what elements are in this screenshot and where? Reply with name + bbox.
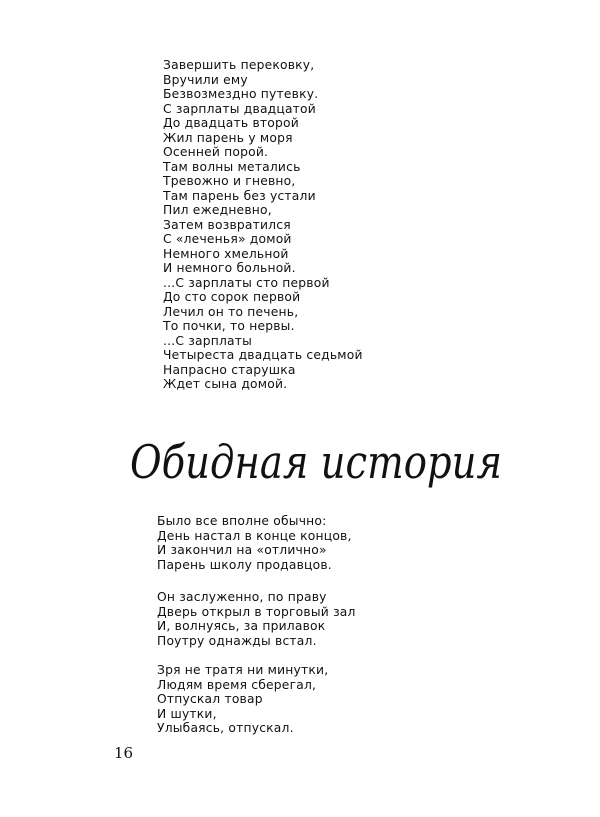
poem-line: И закончил на «отлично» [157,543,327,557]
poem-line: Безвозмездно путевку. [163,87,319,101]
poem-line: Завершить перековку, [163,58,315,72]
poem-line: До двадцать второй [163,116,299,130]
poem-line: Вручили ему [163,72,248,87]
poem-line: И шутки, [157,706,217,721]
poem-line: Четыреста двадцать седьмой [163,348,363,362]
poem-line: С зарплаты двадцатой [163,101,316,116]
poem-line: Дверь открыл в торговый зал [157,604,356,619]
stanza-1 [157,514,352,572]
poem-line: ...С зарплаты [163,333,253,348]
poem-title [128,428,508,498]
poem-line: Зря не тратя ни минутки, [157,663,329,677]
poem-line: Там парень без устали [163,188,316,203]
poem-title-text: Обидная история [130,435,502,489]
poem-line: Он заслуженно, по праву [157,590,327,604]
page-number: 16 [114,744,134,762]
poem-line: Парень школу продавцов. [157,557,332,572]
poem-line: Там волны метались [163,159,301,174]
poem-line: Людям время сберегал, [157,677,317,692]
poem-line: И, волнуясь, за прилавок [157,619,326,633]
poem-top-continuation [163,58,363,392]
poem-line: Пил ежедневно, [163,203,272,217]
poem-line: Осенней порой. [163,145,269,159]
poem-line: Ждет сына домой. [163,377,288,391]
poem-line: Тревожно и гневно, [163,174,296,188]
poem-line: Напрасно старушка [163,362,296,377]
poem-line: С «леченья» домой [163,232,292,246]
poem-line: До сто сорок первой [163,290,301,304]
poem-line: ...С зарплаты сто первой [163,275,330,290]
stanza-3 [157,663,328,736]
poem-line: И немного больной. [163,261,296,275]
poem-line: То почки, то нервы. [163,319,295,333]
poem-line: Жил парень у моря [163,130,293,145]
poem-line: Лечил он то печень, [163,304,299,319]
stanza-2 [157,590,356,648]
poem-line: Немного хмельной [163,246,289,261]
poem-line: Улыбаясь, отпускал. [157,721,294,735]
poem-line: Отпускал товар [157,692,263,706]
poem-line: Поутру однажды встал. [157,633,317,648]
poem-line: Было все вполне обычно: [157,514,327,528]
poem-line: Затем возвратился [163,217,291,232]
poem-line: День настал в конце концов, [157,528,352,543]
